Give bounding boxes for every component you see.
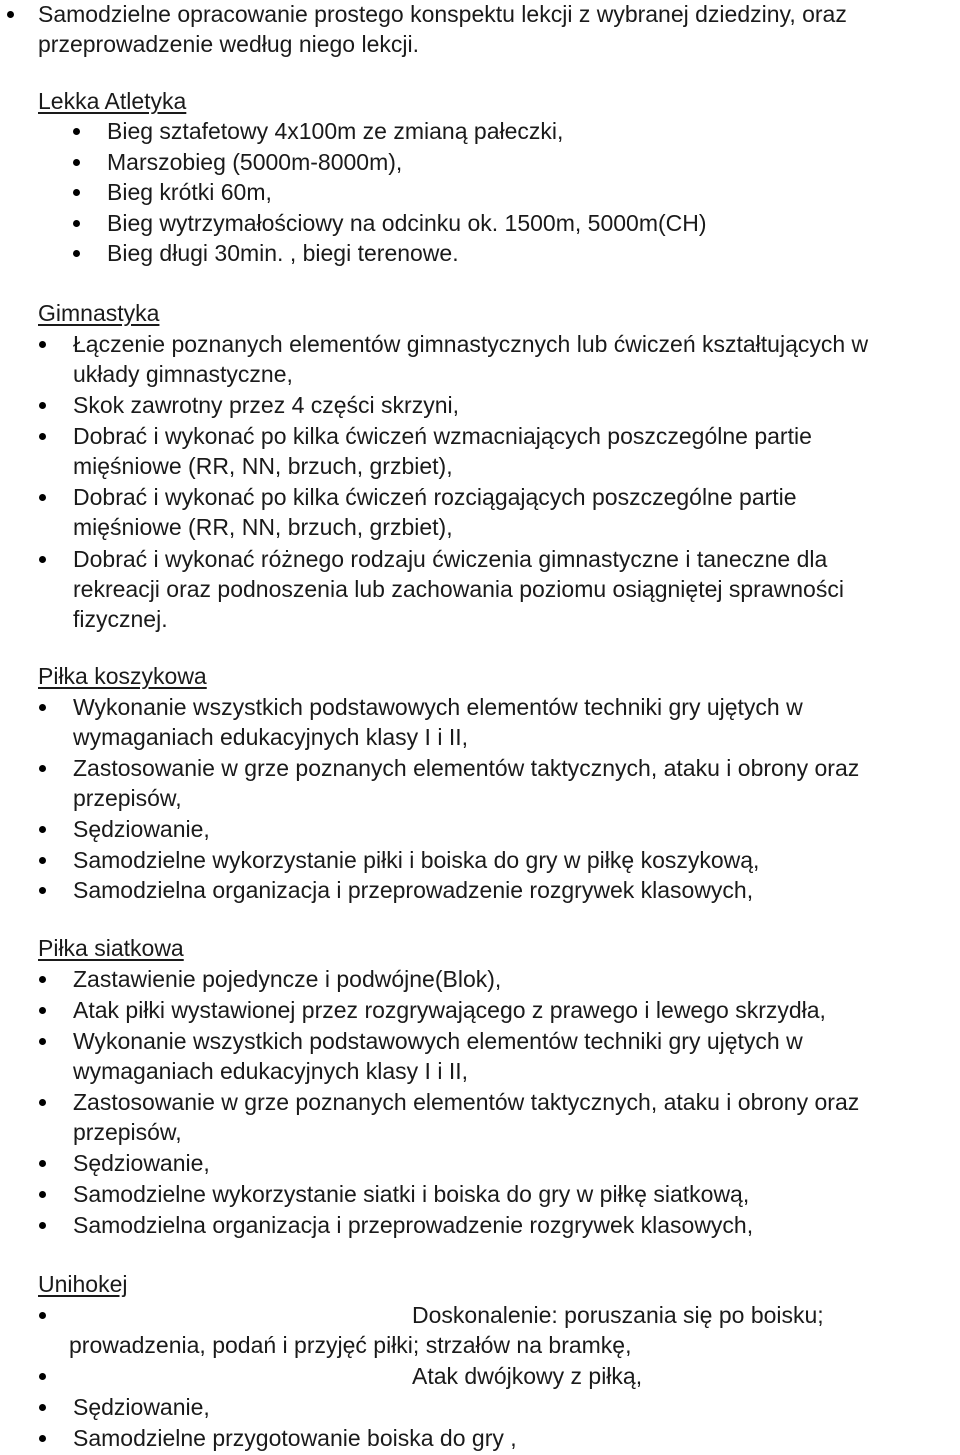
bullet-icon [39,857,46,864]
list-item-continuation: mięśniowe (RR, NN, brzuch, grzbiet), [73,453,453,479]
list-item: Samodzielne przygotowanie boiska do gry , [73,1425,517,1451]
list-item: Wykonanie wszystkich podstawowych elementów techniki gry ujętych w [73,1028,803,1054]
bullet-icon [39,341,46,348]
bullet-icon [39,1038,46,1045]
bullet-icon [39,976,46,983]
section-heading-unihokej: Unihokej [38,1271,128,1297]
bullet-icon [73,220,80,227]
list-item: Sędziowanie, [73,816,210,842]
list-item: Bieg krótki 60m, [107,179,272,205]
list-item: Dobrać i wykonać po kilka ćwiczeń rozciągających poszczególne partie [73,484,797,510]
list-item: Atak dwójkowy z piłką, [412,1363,643,1389]
list-item: Bieg wytrzymałościowy na odcinku ok. 1500m, 5000m(CH) [107,210,707,236]
list-item: Samodzielne wykorzystanie siatki i boiska do gry w piłkę siatkową, [73,1181,750,1207]
list-item: Dobrać i wykonać różnego rodzaju ćwiczenia gimnastyczne i taneczne dla [73,546,828,572]
section-heading-lekka-atletyka: Lekka Atletyka [38,88,187,114]
list-item-continuation: przepisów, [73,785,182,811]
list-item-continuation: przepisów, [73,1119,182,1145]
list-item-continuation: rekreacji oraz podnoszenia lub zachowania poziomu osiągniętej sprawności [73,576,844,602]
bullet-icon [73,250,80,257]
bullet-icon [39,1099,46,1106]
bullet-icon [39,556,46,563]
bullet-icon [39,704,46,711]
bullet-icon [73,189,80,196]
list-item: Samodzielne wykorzystanie piłki i boiska do gry w piłkę koszykową, [73,847,760,873]
list-item-continuation: mięśniowe (RR, NN, brzuch, grzbiet), [73,514,453,540]
list-item: Zastosowanie w grze poznanych elementów taktycznych, ataku i obrony oraz [73,755,860,781]
list-item: Zastosowanie w grze poznanych elementów taktycznych, ataku i obrony oraz [73,1089,860,1115]
bullet-icon [39,433,46,440]
bullet-icon [73,159,80,166]
bullet-icon [39,1160,46,1167]
list-item-continuation: wymaganiach edukacyjnych klasy I i II, [73,1058,469,1084]
list-item-continuation: prowadzenia, podań i przyjęć piłki; strzałów na bramkę, [69,1332,632,1358]
list-item: Samodzielna organizacja i przeprowadzenie rozgrywek klasowych, [73,877,754,903]
bullet-icon [39,1222,46,1229]
intro-line: przeprowadzenie według niego lekcji. [38,31,420,57]
list-item-continuation: układy gimnastyczne, [73,361,293,387]
bullet-icon [39,494,46,501]
list-item: Dobrać i wykonać po kilka ćwiczeń wzmacniających poszczególne partie [73,423,812,449]
list-item: Łączenie poznanych elementów gimnastycznych lub ćwiczeń kształtujących w [73,331,869,357]
section-heading-gimnastyka: Gimnastyka [38,300,160,326]
list-item: Marszobieg (5000m-8000m), [107,149,403,175]
list-item: Atak piłki wystawionej przez rozgrywającego z prawego i lewego skrzydła, [73,997,826,1023]
list-item: Sędziowanie, [73,1394,210,1420]
list-item: Wykonanie wszystkich podstawowych elementów techniki gry ujętych w [73,694,803,720]
list-item: Bieg długi 30min. , biegi terenowe. [107,240,459,266]
bullet-icon [39,1435,46,1442]
list-item: Zastawienie pojedyncze i podwójne(Blok), [73,966,502,992]
list-item: Samodzielna organizacja i przeprowadzenie rozgrywek klasowych, [73,1212,754,1238]
section-heading-pilka-siatkowa: Piłka siatkowa [38,935,184,961]
bullet-icon [7,11,14,18]
list-item-continuation: fizycznej. [73,606,168,632]
bullet-icon [39,826,46,833]
list-item: Skok zawrotny przez 4 części skrzyni, [73,392,460,418]
bullet-icon [39,402,46,409]
bullet-icon [73,128,80,135]
bullet-icon [39,1373,46,1380]
section-heading-pilka-koszykowa: Piłka koszykowa [38,663,207,689]
bullet-icon [39,1404,46,1411]
bullet-icon [39,1007,46,1014]
bullet-icon [39,765,46,772]
bullet-icon [39,887,46,894]
bullet-icon [39,1191,46,1198]
bullet-icon [39,1312,46,1319]
list-item: Bieg sztafetowy 4x100m ze zmianą pałeczki, [107,118,564,144]
list-item-continuation: wymaganiach edukacyjnych klasy I i II, [73,724,469,750]
intro-line: Samodzielne opracowanie prostego konspektu lekcji z wybranej dziedziny, oraz [38,1,847,27]
list-item: Sędziowanie, [73,1150,210,1176]
list-item: Doskonalenie: poruszania się po boisku; [412,1302,824,1328]
